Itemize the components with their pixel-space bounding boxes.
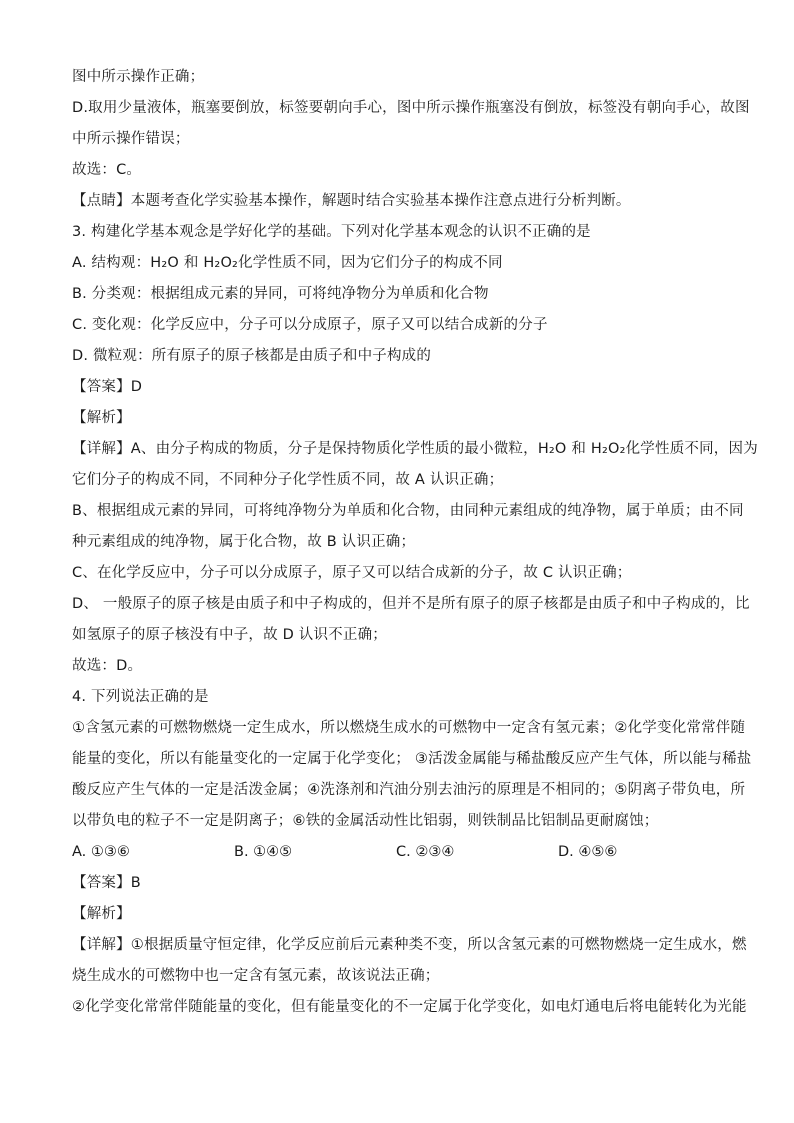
text-line: D.取用少量液体，瓶塞要倒放，标签要朝向手心，图中所示操作瓶塞没有倒放，标签没有朝向手心，故图	[72, 100, 750, 116]
text-line: B、根据组成元素的异同，可将纯净物分为单质和化合物，由同种元素组成的纯净物，属于单质；由不同	[72, 503, 744, 519]
question-4-options	[72, 837, 722, 868]
question-3-option-c: C. 变化观：化学反应中，分子可以分成原子，原子又可以结合成新的分子	[72, 317, 548, 333]
text-line: 故选：D。	[72, 658, 143, 674]
text-line: 它们分子的构成不同，不同种分子化学性质不同，故 A 认识正确；	[72, 472, 504, 488]
text-line: ①含氢元素的可燃物燃烧一定生成水，所以燃烧生成水的可燃物中一定含有氢元素；②化学变化常常伴随	[72, 720, 746, 736]
answer-label: 【答案】B	[72, 875, 141, 891]
text-line: 图中所示操作正确；	[72, 69, 205, 85]
document-page	[72, 62, 758, 1023]
question-4-option-c: C. ②③④	[396, 844, 455, 860]
text-line: 种元素组成的纯净物，属于化合物，故 B 认识正确；	[72, 534, 416, 550]
text-line: 以带负电的粒子不一定是阴离子；⑥铁的金属活动性比铝弱，则铁制品比铝制品更耐腐蚀；	[72, 813, 659, 829]
answer-label: 【答案】D	[72, 379, 143, 395]
text-line: 烧生成水的可燃物中也一定含有氢元素，故该说法正确；	[72, 968, 440, 984]
text-line: ②化学变化常常伴随能量的变化，但有能量变化的不一定属于化学变化，如电灯通电后将电能转化为光能	[72, 999, 747, 1015]
analysis-label: 【解析】	[72, 410, 131, 426]
question-3-stem: 3. 构建化学基本观念是学好化学的基础。下列对化学基本观念的认识不正确的是	[72, 224, 591, 240]
analysis-label: 【解析】	[72, 906, 131, 922]
text-line: 酸反应产生气体的一定是活泼金属；④洗涤剂和汽油分别去油污的原理是不相同的；⑤阴离子带负电，所	[72, 782, 746, 798]
question-3-option-a: A. 结构观：H₂O 和 H₂O₂化学性质不同，因为它们分子的构成不同	[72, 255, 503, 271]
question-4-option-b: B. ①④⑤	[234, 844, 293, 860]
text-line: 能量的变化，所以有能量变化的一定属于化学变化； ③活泼金属能与稀盐酸反应产生气体，所以能与稀盐	[72, 751, 752, 767]
text-line: 【点睛】本题考查化学实验基本操作，解题时结合实验基本操作注意点进行分析判断。	[72, 193, 631, 209]
question-4-option-d: D. ④⑤⑥	[558, 844, 618, 860]
question-4-option-a: A. ①③⑥	[72, 844, 130, 860]
question-3-option-d: D. 微粒观：所有原子的原子核都是由质子和中子构成的	[72, 348, 432, 364]
text-line: 【详解】A、由分子构成的物质，分子是保持物质化学性质的最小微粒，H₂O 和 H₂O₂化学性质不同，因为	[72, 441, 758, 457]
text-line: D、 一般原子的原子核是由质子和中子构成的，但并不是所有原子的原子核都是由质子和中子构成的，比	[72, 596, 750, 612]
text-line: 故选：C。	[72, 162, 142, 178]
question-4-stem: 4. 下列说法正确的是	[72, 689, 209, 705]
text-line: 【详解】①根据质量守恒定律，化学反应前后元素种类不变，所以含氢元素的可燃物燃烧一定生成水，燃	[72, 937, 747, 953]
text-line: C、在化学反应中，分子可以分成原子，原子又可以结合成新的分子，故 C 认识正确；	[72, 565, 632, 581]
question-3-option-b: B. 分类观：根据组成元素的异同，可将纯净物分为单质和化合物	[72, 286, 489, 302]
text-line: 中所示操作错误；	[72, 131, 190, 147]
text-line: 如氢原子的原子核没有中子，故 D 认识不正确；	[72, 627, 387, 643]
